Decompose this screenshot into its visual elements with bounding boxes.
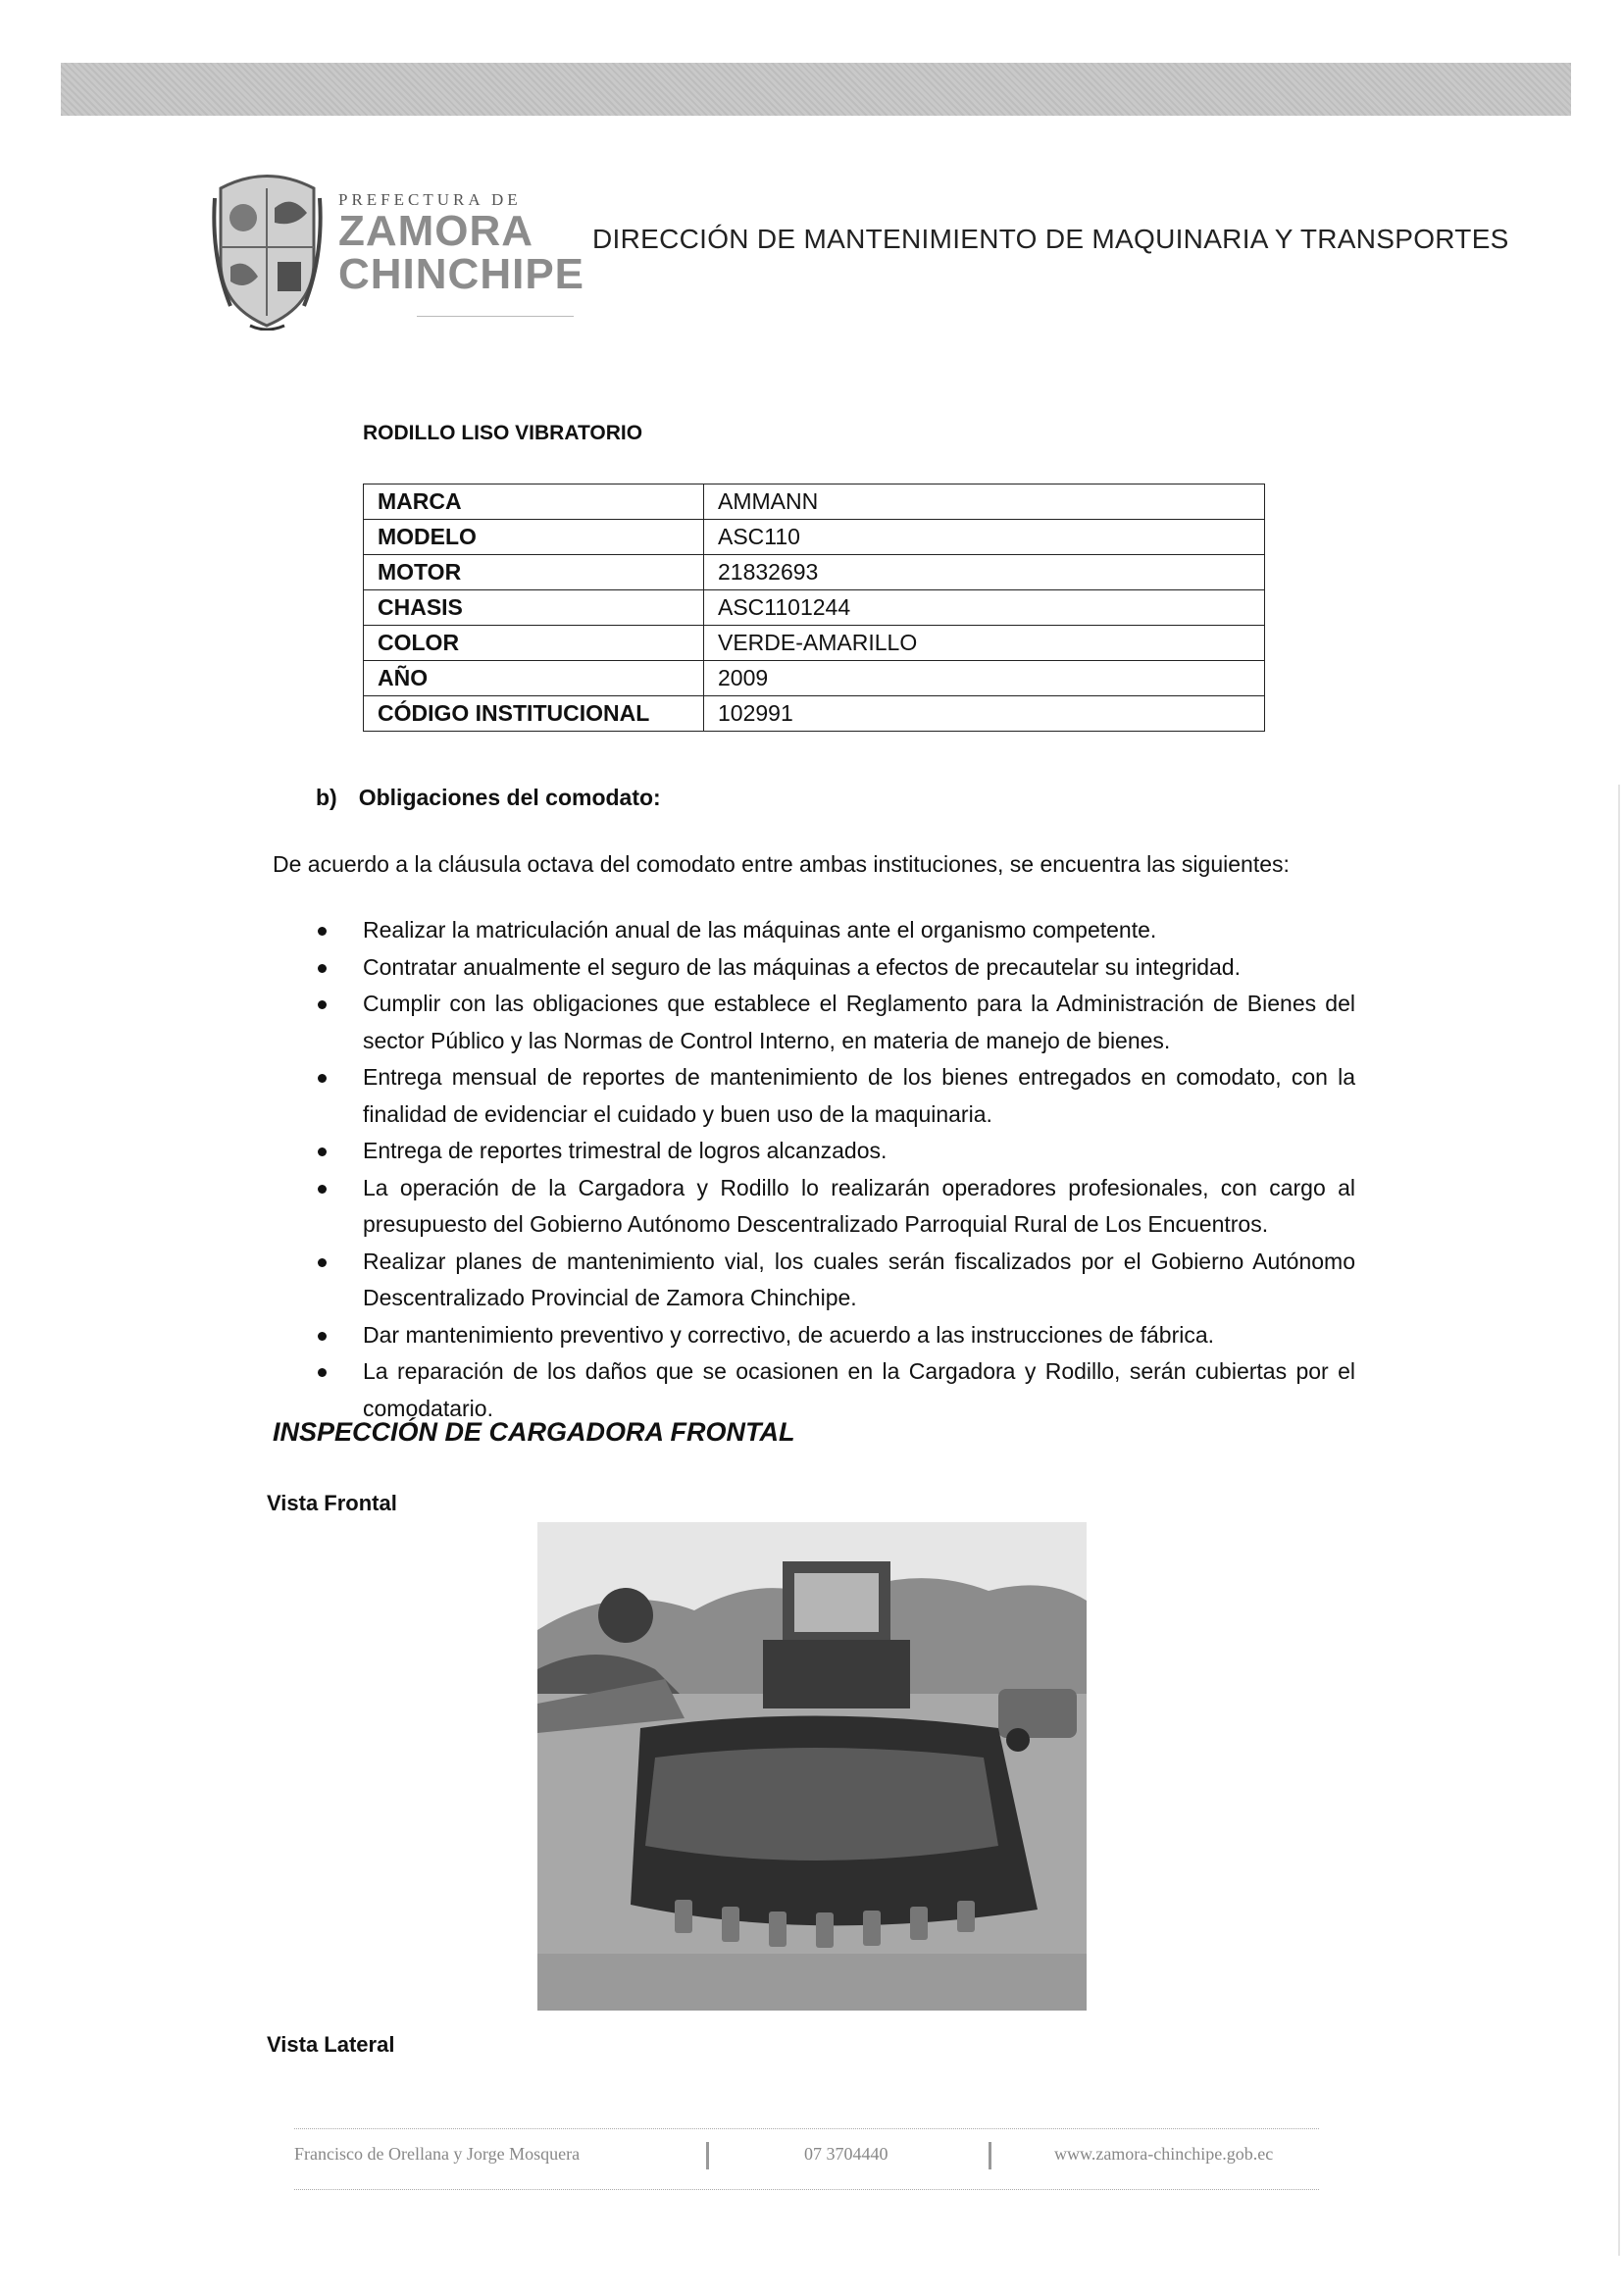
equipment-specs-table (363, 484, 1265, 732)
list-item: Realizar planes de mantenimiento vial, los cuales serán fiscalizados por el Gobierno Autónomo Descentralizado Provincial de Zamora Chinchipe. (316, 1244, 1355, 1317)
list-item: Realizar la matriculación anual de las máquinas ante el organismo competente. (316, 912, 1355, 949)
footer-separator (706, 2142, 709, 2169)
table-row (364, 696, 1265, 732)
footer-website: www.zamora-chinchipe.gob.ec (1054, 2144, 1274, 2164)
front-loader-photo (537, 1522, 1087, 2011)
front-view-label: Vista Frontal (267, 1491, 397, 1515)
list-marker: b) (316, 785, 337, 810)
spec-label: CHASIS (364, 590, 704, 626)
footer-divider (294, 2128, 1319, 2129)
list-item: La operación de la Cargadora y Rodillo lo realizarán operadores profesionales, con cargo al presupuesto del Gobierno Autónomo Descentralizado Parroquial Rural de Los Encuentros. (316, 1170, 1355, 1244)
spec-label: MODELO (364, 520, 704, 555)
spec-value: AMMANN (704, 484, 1265, 520)
inspection-title: INSPECCIÓN DE CARGADORA FRONTAL (273, 1417, 795, 1447)
table-row (364, 520, 1265, 555)
table-row (364, 590, 1265, 626)
spec-value: VERDE-AMARILLO (704, 626, 1265, 661)
footer-separator (989, 2142, 991, 2169)
table-row (364, 484, 1265, 520)
prefectura-logo (211, 169, 585, 335)
scan-edge (1618, 785, 1620, 2256)
table-row (364, 661, 1265, 696)
list-item: La reparación de los daños que se ocasionen en la Cargadora y Rodillo, serán cubiertas por el comodatario. (316, 1353, 1355, 1427)
table-row (364, 626, 1265, 661)
logo-line-1: ZAMORA (338, 207, 534, 255)
logo-text (338, 190, 584, 296)
obligations-list (316, 912, 1355, 1427)
footer-address: Francisco de Orellana y Jorge Mosquera (294, 2144, 581, 2164)
logo-line-2: CHINCHIPE (338, 250, 585, 298)
spec-label: COLOR (364, 626, 704, 661)
list-item: Dar mantenimiento preventivo y correctivo, de acuerdo a las instrucciones de fábrica. (316, 1317, 1355, 1354)
side-view-label: Vista Lateral (267, 2032, 395, 2057)
table-row (364, 555, 1265, 590)
spec-label: AÑO (364, 661, 704, 696)
spec-value: 2009 (704, 661, 1265, 696)
spec-value: 21832693 (704, 555, 1265, 590)
spec-label: CÓDIGO INSTITUCIONAL (364, 696, 704, 732)
scan-header-band (61, 63, 1571, 116)
spec-label: MOTOR (364, 555, 704, 590)
obligations-intro: De acuerdo a la cláusula octava del comodato entre ambas instituciones, se encuentra las siguientes: (273, 851, 1290, 877)
list-item: Entrega de reportes trimestral de logros alcanzados. (316, 1133, 1355, 1170)
department-title: DIRECCIÓN DE MANTENIMIENTO DE MAQUINARIA Y TRANSPORTES (592, 224, 1509, 254)
logo-divider (417, 316, 574, 317)
logo-small-text: PREFECTURA DE (338, 190, 522, 209)
list-item: Cumplir con las obligaciones que establece el Reglamento para la Administración de Bienes del sector Público y las Normas de Control Interno, en materia de manejo de bienes. (316, 986, 1355, 1059)
coat-of-arms-icon (211, 169, 324, 331)
spec-value: 102991 (704, 696, 1265, 732)
obligations-heading-text: Obligaciones del comodato: (358, 785, 661, 810)
footer-divider (294, 2189, 1319, 2190)
list-item: Entrega mensual de reportes de mantenimiento de los bienes entregados en comodato, con la finalidad de evidenciar el cuidado y buen uso de la maquinaria. (316, 1059, 1355, 1133)
equipment-title: RODILLO LISO VIBRATORIO (363, 422, 643, 444)
list-item: Contratar anualmente el seguro de las máquinas a efectos de precautelar su integridad. (316, 949, 1355, 987)
obligations-heading (316, 785, 661, 811)
page-footer (294, 2144, 1319, 2173)
spec-label: MARCA (364, 484, 704, 520)
spec-value: ASC110 (704, 520, 1265, 555)
spec-value: ASC1101244 (704, 590, 1265, 626)
footer-phone: 07 3704440 (804, 2144, 888, 2164)
